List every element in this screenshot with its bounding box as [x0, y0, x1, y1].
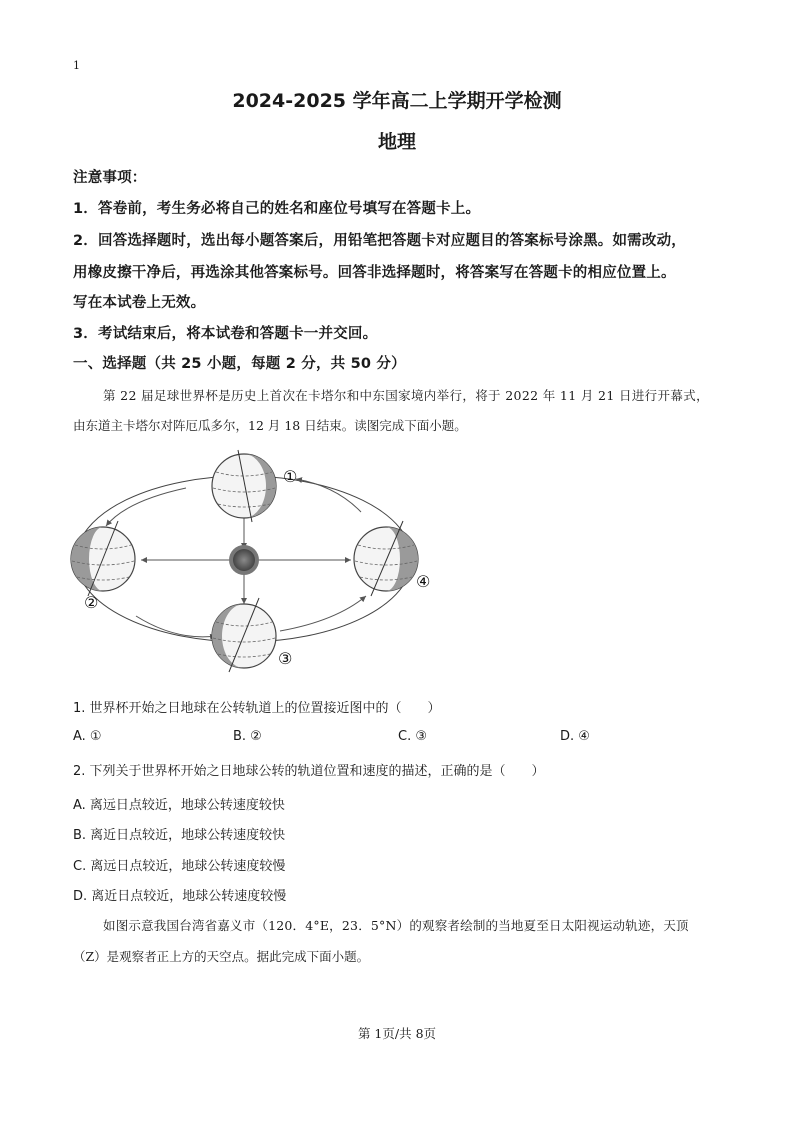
earth-position-3-icon: [212, 598, 292, 672]
figure-label-3: ③: [278, 649, 293, 668]
question-2-option-c[interactable]: C. 离远日点较近，地球公转速度较慢: [73, 859, 286, 874]
figure-label-2: ②: [84, 593, 99, 612]
question-2-option-d[interactable]: D. 离近日点较近，地球公转速度较慢: [73, 889, 287, 904]
section-heading: 一、选择题（共 25 小题，每题 2 分，共 50 分）: [73, 356, 406, 372]
figure-label-4: ④: [416, 572, 431, 591]
question-1-option-c[interactable]: C. ③: [398, 729, 427, 744]
notice-item-1: 1．答卷前，考生务必将自己的姓名和座位号填写在答题卡上。: [73, 201, 481, 217]
question-1-option-d[interactable]: D. ④: [560, 729, 590, 744]
question-1-option-a[interactable]: A. ①: [73, 729, 102, 744]
notice-heading: 注意事项：: [73, 170, 147, 186]
notice-item-2-line-1: 2．回答选择题时，选出每小题答案后，用铅笔把答题卡对应题目的答案标号涂黑。如需改动，: [73, 233, 686, 249]
page-footer: 第 1页/共 8页: [357, 1026, 437, 1041]
passage-1-line-2: 由东道主卡塔尔对阵厄瓜多尔，12 月 18 日结束。读图完成下面小题。: [73, 418, 467, 433]
question-1-option-b[interactable]: B. ②: [233, 729, 262, 744]
earth-orbit-diagram: [66, 446, 436, 676]
earth-position-4-icon: [354, 521, 430, 596]
notice-item-2-line-3: 写在本试卷上无效。: [73, 295, 206, 311]
subject-title: 地理: [377, 131, 416, 153]
question-2-option-b[interactable]: B. 离近日点较近，地球公转速度较快: [73, 828, 286, 843]
notice-item-2-line-2: 用橡皮擦干净后，再选涂其他答案标号。回答非选择题时，将答案写在答题卡的相应位置上。: [73, 265, 676, 281]
question-2-stem: 2. 下列关于世界杯开始之日地球公转的轨道位置和速度的描述，正确的是（ ）: [73, 764, 545, 779]
earth-position-2-icon: [71, 521, 135, 612]
sun-icon: [229, 545, 259, 575]
figure-label-1: ①: [283, 467, 298, 486]
passage-2-line-1: 如图示意我国台湾省嘉义市（120．4°E，23．5°N）的观察者绘制的当地夏至日太阳视运动轨迹，天顶: [103, 918, 689, 933]
notice-item-3: 3．考试结束后，将本试卷和答题卡一并交回。: [73, 326, 378, 342]
passage-1-line-1: 第 22 届足球世界杯是历史上首次在卡塔尔和中东国家境内举行，将于 2022 年 11 月 21 日进行开幕式，: [103, 388, 709, 403]
exam-title: 2024-2025 学年高二上学期开学检测: [232, 90, 562, 112]
earth-position-1-icon: [212, 450, 297, 522]
question-1-stem: 1. 世界杯开始之日地球在公转轨道上的位置接近图中的（ ）: [73, 701, 441, 716]
question-2-option-a[interactable]: A. 离远日点较近，地球公转速度较快: [73, 798, 285, 813]
passage-2-line-2: （Z）是观察者正上方的天空点。据此完成下面小题。: [73, 949, 370, 964]
page-corner-mark: 1: [73, 59, 80, 72]
